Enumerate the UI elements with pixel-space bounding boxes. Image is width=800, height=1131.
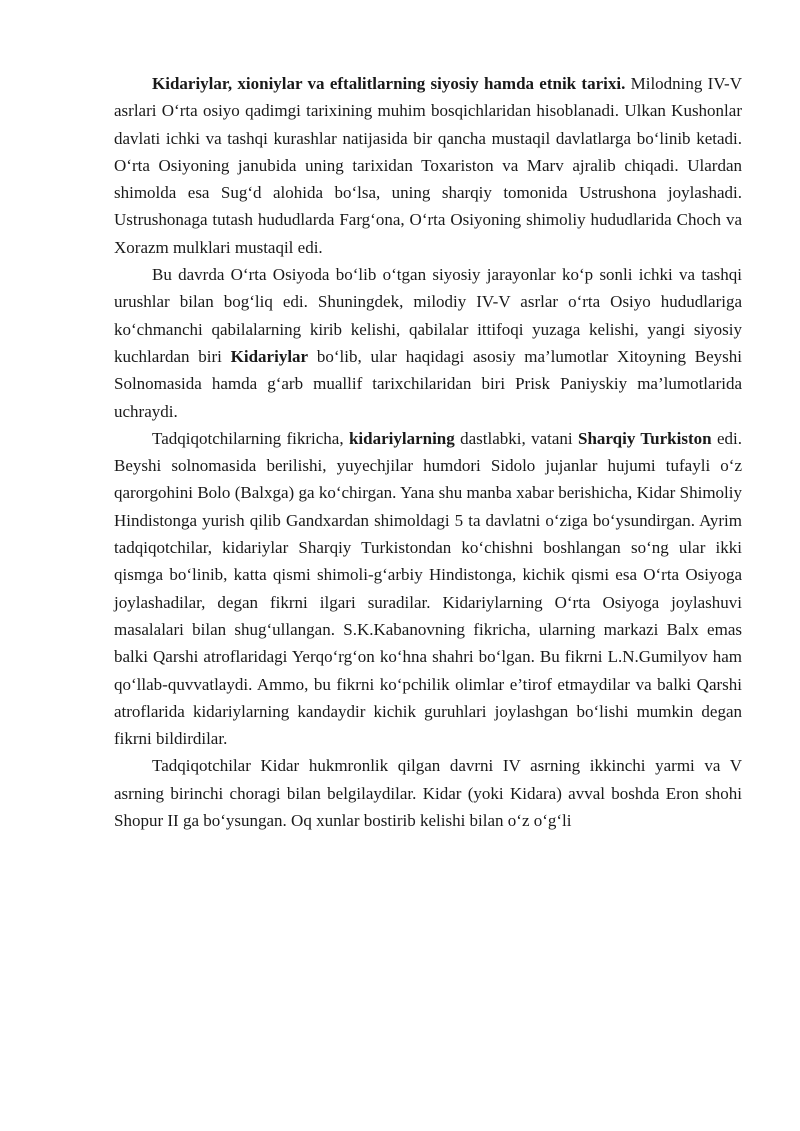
paragraph-2-text-a: Bu davrda O‘rta Osiyoda bo‘lib o‘tgan siyosiy jarayonlar ko‘p sonli ichki va tashqi urushlar bilan bog‘liq edi. Shuningdek, milodiy IV-V asrlar o‘rta Osiyo hududlariga ko‘chmanchi qabilalarning kirib kelishi, qabilalar ittifoqi yuzaga kelishi, yangi siyosiy kuchlardan biri	[114, 265, 742, 366]
paragraph-4-text: Tadqiqotchilar Kidar hukmronlik qilgan davrni IV asrning ikkinchi yarmi va V asrning birinchi choragi bilan belgilaydilar. Kidar (yoki Kidara) avval boshda Eron shohi Shopur II ga bo‘ysungan. Oq xunlar bostirib kelishi bilan o‘z o‘g‘li	[114, 756, 742, 831]
term-kidariylar: Kidariylar	[230, 346, 309, 366]
paragraph-1-text: Milodning IV-V asrlari O‘rta osiyo qadimgi tarixining muhim bosqichlaridan hisoblanadi. Ulkan Kushonlar davlati ichki va tashqi kurashlar natijasida bir qancha mustaqil davlatlarga bo‘linib ketadi. O‘rta Osiyoning janubida uning tarixidan Toxariston va Marv ajralib chiqadi. Ulardan shimolda esa Sug‘d alohida bo‘lsa, uning sharqiy tomonida Ustrushona joylashadi. Ustrushonaga tutash hududlarda Farg‘ona, O‘rta Osiyoning shimoliy hududlarida Choch va Xorazm mulklari mustaqil edi.	[114, 74, 742, 257]
paragraph-3-text-c: edi. Beyshi solnomasida berilishi, yuyechjilar humdori Sidolo jujanlar hujumi tufayli o‘z qarorgohini Bolo (Balxga) ga ko‘chirgan. Yana shu manba xabar berishicha, Kidar Shimoliy Hindistonga yurish qilib Gandxardan shimoldagi 5 ta davlatni o‘ziga bo‘ysundirgan. Ayrim tadqiqotchilar, kidariylar Sharqiy Turkistondan ko‘chishni boshlangan so‘ng ular ikki qismga bo‘linib, katta qismi shimoli-g‘arbiy Hindistonga, kichik qismi esa O‘rta Osiyoga joylashadilar, degan fikrni ilgari suradilar. Kidariylarning O‘rta Osiyoga joylashuvi masalalari bilan shug‘ullangan. S.K.Kabanovning fikricha, ularning markazi Balx emas balki Qarshi atroflaridagi Yerqo‘rg‘on ko‘hna shahri bo‘lgan. Bu fikrni L.N.Gumilyov ham qo‘llab-quvvatlaydi. Ammo, bu fikrni ko‘pchilik olimlar e’tirof etmaydilar va balki Qarshi atroflarida kidariylarning kandaydir kichik guruhlari joylashgan bo‘lishi mumkin degan fikrni bildirdilar.	[114, 428, 742, 749]
term-sharqiy-turkiston: Sharqiy Turkiston	[578, 428, 712, 448]
paragraph-2-text-b: bo‘lib, ular haqidagi asosiy ma’lumotlar Xitoyning Beyshi Solnomasida hamda g‘arb muallif tarixchilaridan biri Prisk Paniyskiy ma’lumotlarida uchraydi.	[114, 346, 742, 421]
section-heading: Kidariylar, xioniylar va eftalitlarning siyosiy hamda etnik tarixi.	[152, 74, 626, 93]
document-page	[114, 70, 742, 834]
paragraph-2	[114, 261, 742, 425]
paragraph-3-text-b: dastlabki, vatani	[454, 428, 579, 448]
paragraph-3-text-a: Tadqiqotchilarning fikricha,	[152, 428, 349, 448]
paragraph-3	[114, 425, 742, 753]
paragraph-4	[114, 752, 742, 834]
paragraph-1	[114, 70, 742, 261]
term-kidariylarning: kidariylarning	[348, 428, 455, 448]
